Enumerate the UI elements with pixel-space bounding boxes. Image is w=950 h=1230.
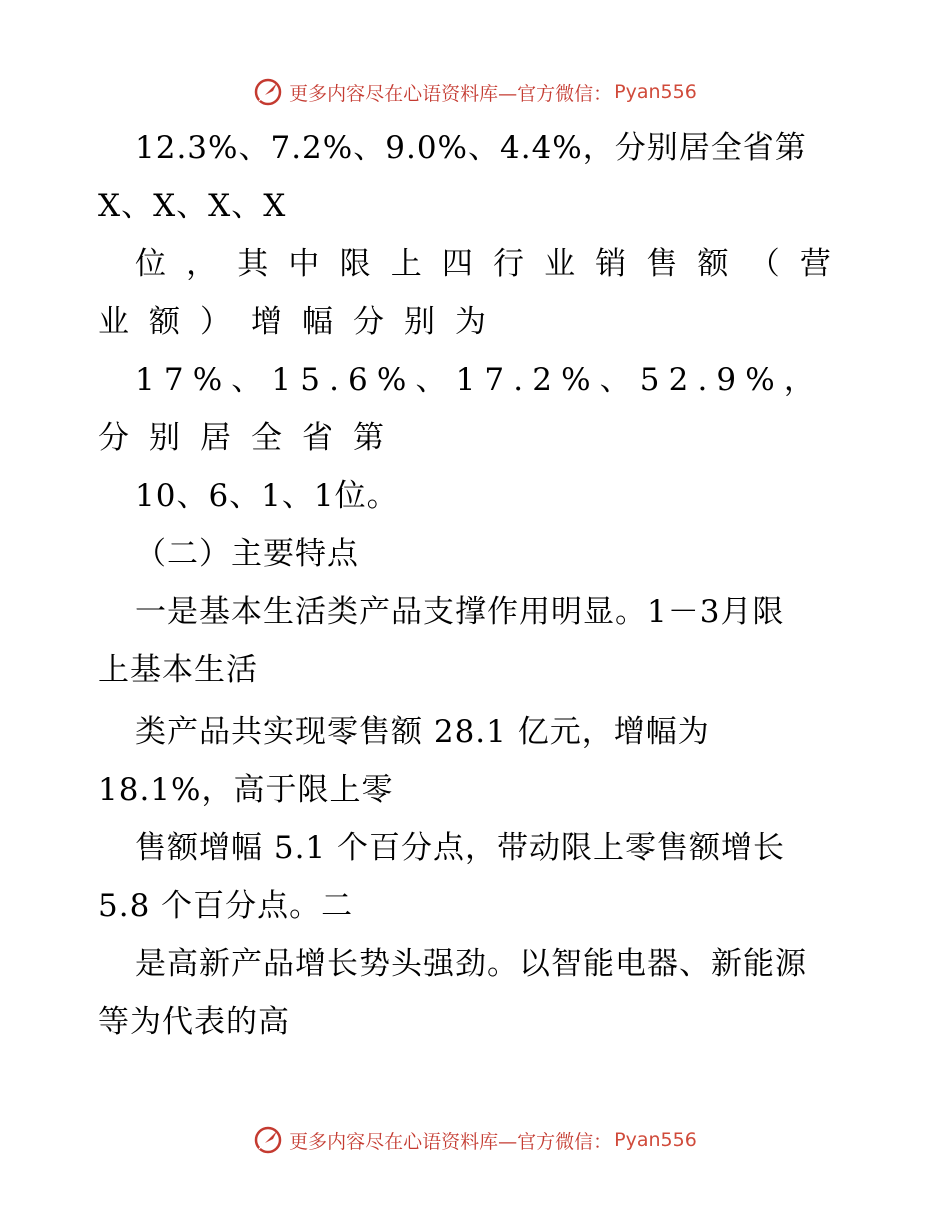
glyph: 行 — [492, 246, 524, 282]
glyph: 营 — [799, 246, 831, 282]
glyph: . — [329, 362, 339, 398]
text-line-2: X、X、X、X — [98, 188, 287, 224]
glyph: . — [697, 362, 708, 398]
glyph: 上 — [390, 246, 422, 282]
glyph: 、 — [415, 362, 447, 398]
glyph: . — [513, 362, 524, 398]
glyph: 为 — [455, 304, 486, 340]
glyph: 5 — [639, 362, 660, 398]
glyph: 销 — [595, 246, 627, 282]
text-line-14: 5.8 个百分点。二 — [98, 888, 354, 924]
glyph: 全 — [251, 420, 282, 456]
glyph: 限 — [339, 246, 371, 282]
glyph: % — [192, 362, 223, 398]
glyph: （ — [748, 246, 780, 282]
glyph: 幅 — [302, 304, 333, 340]
glyph: 分 — [98, 420, 129, 456]
glyph: % — [561, 362, 591, 398]
text-line-13: 售额增幅 5.1 个百分点，带动限上零售额增长 — [135, 830, 786, 866]
glyph: 位 — [135, 246, 166, 282]
watermark-brand: Pyan556 — [614, 81, 697, 103]
glyph: 增 — [251, 304, 282, 340]
glyph: 1 — [135, 362, 155, 398]
glyph: 、 — [599, 362, 631, 398]
glyph: 分 — [353, 304, 384, 340]
watermark-header — [0, 72, 950, 112]
glyph: 业 — [544, 246, 576, 282]
watermark-text: 更多内容尽在心语资料库—官方微信： — [289, 82, 613, 105]
watermark-text: 更多内容尽在心语资料库—官方微信： — [289, 1130, 613, 1153]
text-line-11: 类产品共实现零售额 28.1 亿元，增幅为 — [135, 714, 710, 750]
text-line-15: 是高新产品增长势头强劲。以智能电器、新能源 — [135, 946, 807, 982]
glyph: 2 — [532, 362, 552, 398]
glyph: 别 — [404, 304, 435, 340]
glyph: 额 — [697, 246, 729, 282]
glyph: 四 — [441, 246, 473, 282]
glyph: 2 — [668, 362, 689, 398]
glyph: 1 — [455, 362, 476, 398]
glyph: 7 — [484, 362, 505, 398]
glyph: 额 — [149, 304, 180, 340]
glyph: 1 — [271, 362, 292, 398]
glyph: 中 — [288, 246, 320, 282]
text-line-10: 上基本生活 — [98, 652, 258, 688]
glyph: 省 — [302, 420, 333, 456]
text-line-6 — [98, 418, 384, 458]
glyph: 、 — [231, 362, 263, 398]
glyph: ） — [200, 304, 231, 340]
text-line-9: 一是基本生活类产品支撑作用明显。1－3月限 — [135, 594, 785, 630]
quill-logo-icon — [253, 1125, 283, 1155]
text-line-7: 10、6、1、1位。 — [135, 478, 399, 514]
glyph: 第 — [353, 420, 384, 456]
text-line-12: 18.1%，高于限上零 — [98, 772, 394, 808]
glyph: ， — [186, 246, 218, 282]
glyph: 别 — [149, 420, 180, 456]
glyph: ， — [783, 362, 815, 398]
glyph: 业 — [98, 304, 129, 340]
text-line-4 — [98, 302, 486, 342]
glyph: 7 — [163, 362, 184, 398]
quill-logo-icon — [253, 77, 283, 107]
watermark-footer — [0, 1120, 950, 1160]
glyph: 9 — [716, 362, 737, 398]
section-heading: （二）主要特点 — [135, 536, 359, 572]
text-line-5 — [135, 360, 815, 400]
glyph: 6 — [348, 362, 368, 398]
text-line-1: 12.3%、7.2%、9.0%、4.4%，分别居全省第 — [135, 130, 807, 166]
glyph: 其 — [237, 246, 269, 282]
text-line-16: 等为代表的高 — [98, 1004, 290, 1040]
glyph: 5 — [300, 362, 320, 398]
glyph: 居 — [200, 420, 231, 456]
glyph: % — [745, 362, 775, 398]
glyph: 售 — [646, 246, 678, 282]
glyph: % — [376, 362, 407, 398]
text-line-3 — [135, 244, 831, 284]
watermark-brand: Pyan556 — [614, 1129, 697, 1151]
